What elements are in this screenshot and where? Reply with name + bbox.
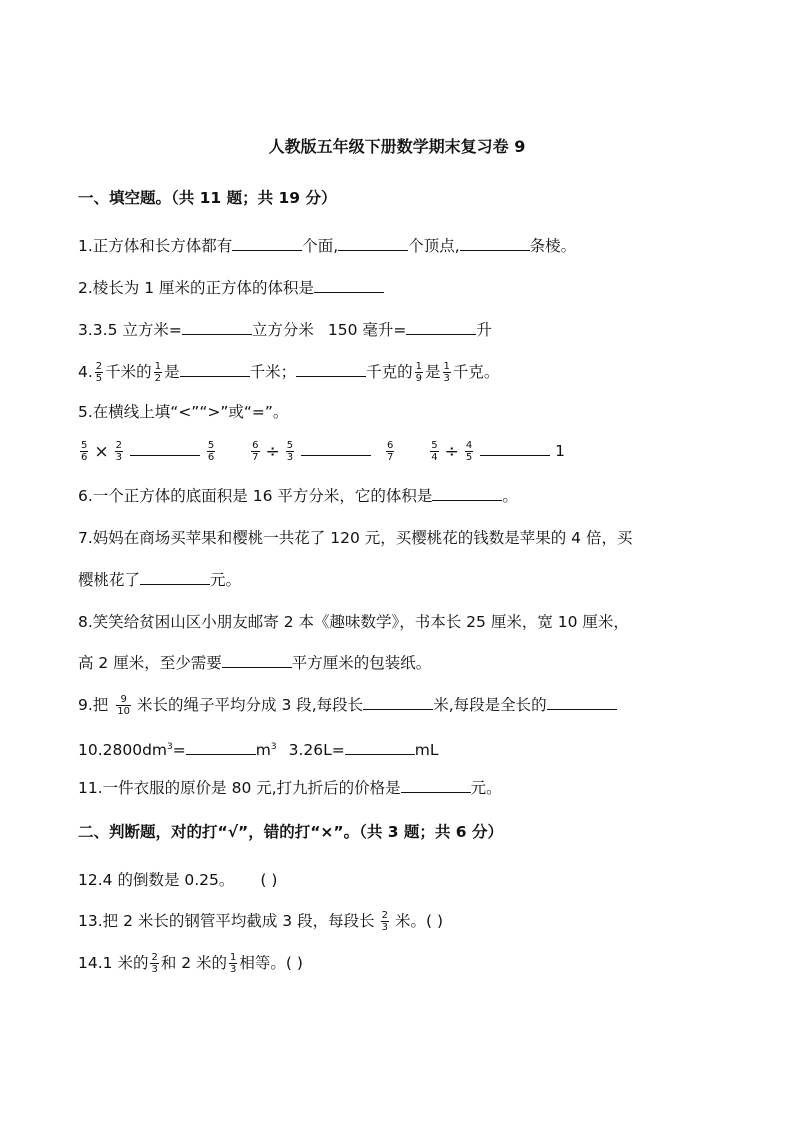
answer-blank[interactable] xyxy=(301,441,371,456)
question-11: 11.一件衣服的原价是 80 元,打九折后的价格是 元。 xyxy=(78,779,502,797)
question-8-cont: 高 2 厘米，至少需要 平方厘米的包装纸。 xyxy=(78,654,432,672)
fraction: $\frac{1}{3}$ xyxy=(443,361,450,384)
section-fill-in: 一、填空题。（共 11 题；共 19 分） xyxy=(78,189,337,207)
answer-blank[interactable] xyxy=(363,695,433,710)
expression-3: $\frac{5}{4}$ ÷ $\frac{4}{5}$ 1 xyxy=(431,440,565,463)
answer-blank[interactable] xyxy=(296,362,366,377)
answer-blank[interactable] xyxy=(140,570,210,585)
fraction: $\frac{2}{3}$ xyxy=(381,910,388,933)
fraction: $\frac{9}{10}$ xyxy=(117,694,131,717)
fraction: $\frac{2}{3}$ xyxy=(151,952,158,975)
answer-bracket[interactable]: 相等。( ) xyxy=(239,954,303,972)
question-8: 8.笑笑给贫困山区小朋友邮寄 2 本《趣味数学》，书本长 25 厘米，宽 10 厘米， xyxy=(78,613,629,631)
answer-blank[interactable] xyxy=(130,441,200,456)
question-12: 12.4 的倒数是 0.25。 ( ) xyxy=(78,871,278,889)
question-3: 3.3.5 立方米= 立方分米 150 毫升= 升 xyxy=(78,321,492,339)
answer-blank[interactable] xyxy=(314,278,384,293)
fraction: $\frac{2}{5}$ xyxy=(95,361,103,384)
question-7-cont: 樱桃花了 元。 xyxy=(78,571,242,589)
answer-blank[interactable] xyxy=(232,236,302,251)
expression-2: $\frac{6}{7}$ ÷ $\frac{5}{3}$ $\frac{6}{7}$ xyxy=(252,440,394,463)
answer-blank[interactable] xyxy=(338,236,408,251)
question-5-expressions xyxy=(78,440,565,463)
page-title: 人教版五年级下册数学期末复习卷 9 xyxy=(268,137,526,156)
question-4: 4. $\frac{2}{5}$ 千米的 $\frac{1}{2}$ 是 千米； 千克的 $\frac{1}{9}$ 是 $\frac{1}{3}$ 千克。 xyxy=(78,361,500,384)
question-10: $10.2800dm^3= m^3$ 3.26L= mL xyxy=(78,741,439,760)
answer-blank[interactable] xyxy=(547,695,617,710)
question-6: 6.一个正方体的底面积是 16 平方分米，它的体积是 。 xyxy=(78,487,518,505)
answer-blank[interactable] xyxy=(222,653,292,668)
fraction: $\frac{1}{2}$ xyxy=(154,361,162,384)
question-14: 14.1 米的 $\frac{2}{3}$ 和 2 米的 $\frac{1}{3}$ 相等。( ) xyxy=(78,952,303,975)
answer-blank[interactable] xyxy=(460,236,530,251)
answer-blank[interactable] xyxy=(186,740,256,755)
question-7: 7.妈妈在商场买苹果和樱桃一共花了 120 元，买樱桃花的钱数是苹果的 4 倍，买 xyxy=(78,529,633,547)
fraction: $\frac{1}{9}$ xyxy=(415,361,422,384)
answer-bracket[interactable]: 米。( ) xyxy=(394,912,443,930)
answer-blank[interactable] xyxy=(480,441,550,456)
answer-blank[interactable] xyxy=(180,362,250,377)
question-5: 5.在横线上填“<”“>”或“=”。 xyxy=(78,403,289,421)
question-13: 13.把 2 米长的钢管平均截成 3 段，每段长 $\frac{2}{3}$ 米。( ) xyxy=(78,910,443,933)
question-9: 9.把 $\frac{9}{10}$ 米长的绳子平均分成 3 段,每段长 米,每段是全长的 xyxy=(78,694,617,717)
question-1: 1.正方体和长方体都有 个面, 个顶点, 条棱。 xyxy=(78,237,577,255)
fraction: $\frac{1}{3}$ xyxy=(230,952,237,975)
answer-blank[interactable] xyxy=(182,320,252,335)
answer-blank[interactable] xyxy=(401,778,471,793)
answer-blank[interactable] xyxy=(432,486,502,501)
answer-bracket[interactable]: ( ) xyxy=(260,871,278,889)
section-true-false: 二、判断题，对的打“√”，错的打“×”。（共 3 题；共 6 分） xyxy=(78,823,503,841)
answer-blank[interactable] xyxy=(406,320,476,335)
answer-blank[interactable] xyxy=(345,740,415,755)
question-2: 2.棱长为 1 厘米的正方体的体积是 xyxy=(78,278,384,298)
expression-1: $\frac{5}{6}$ × $\frac{2}{3}$ $\frac{5}{6}$ xyxy=(81,440,215,463)
